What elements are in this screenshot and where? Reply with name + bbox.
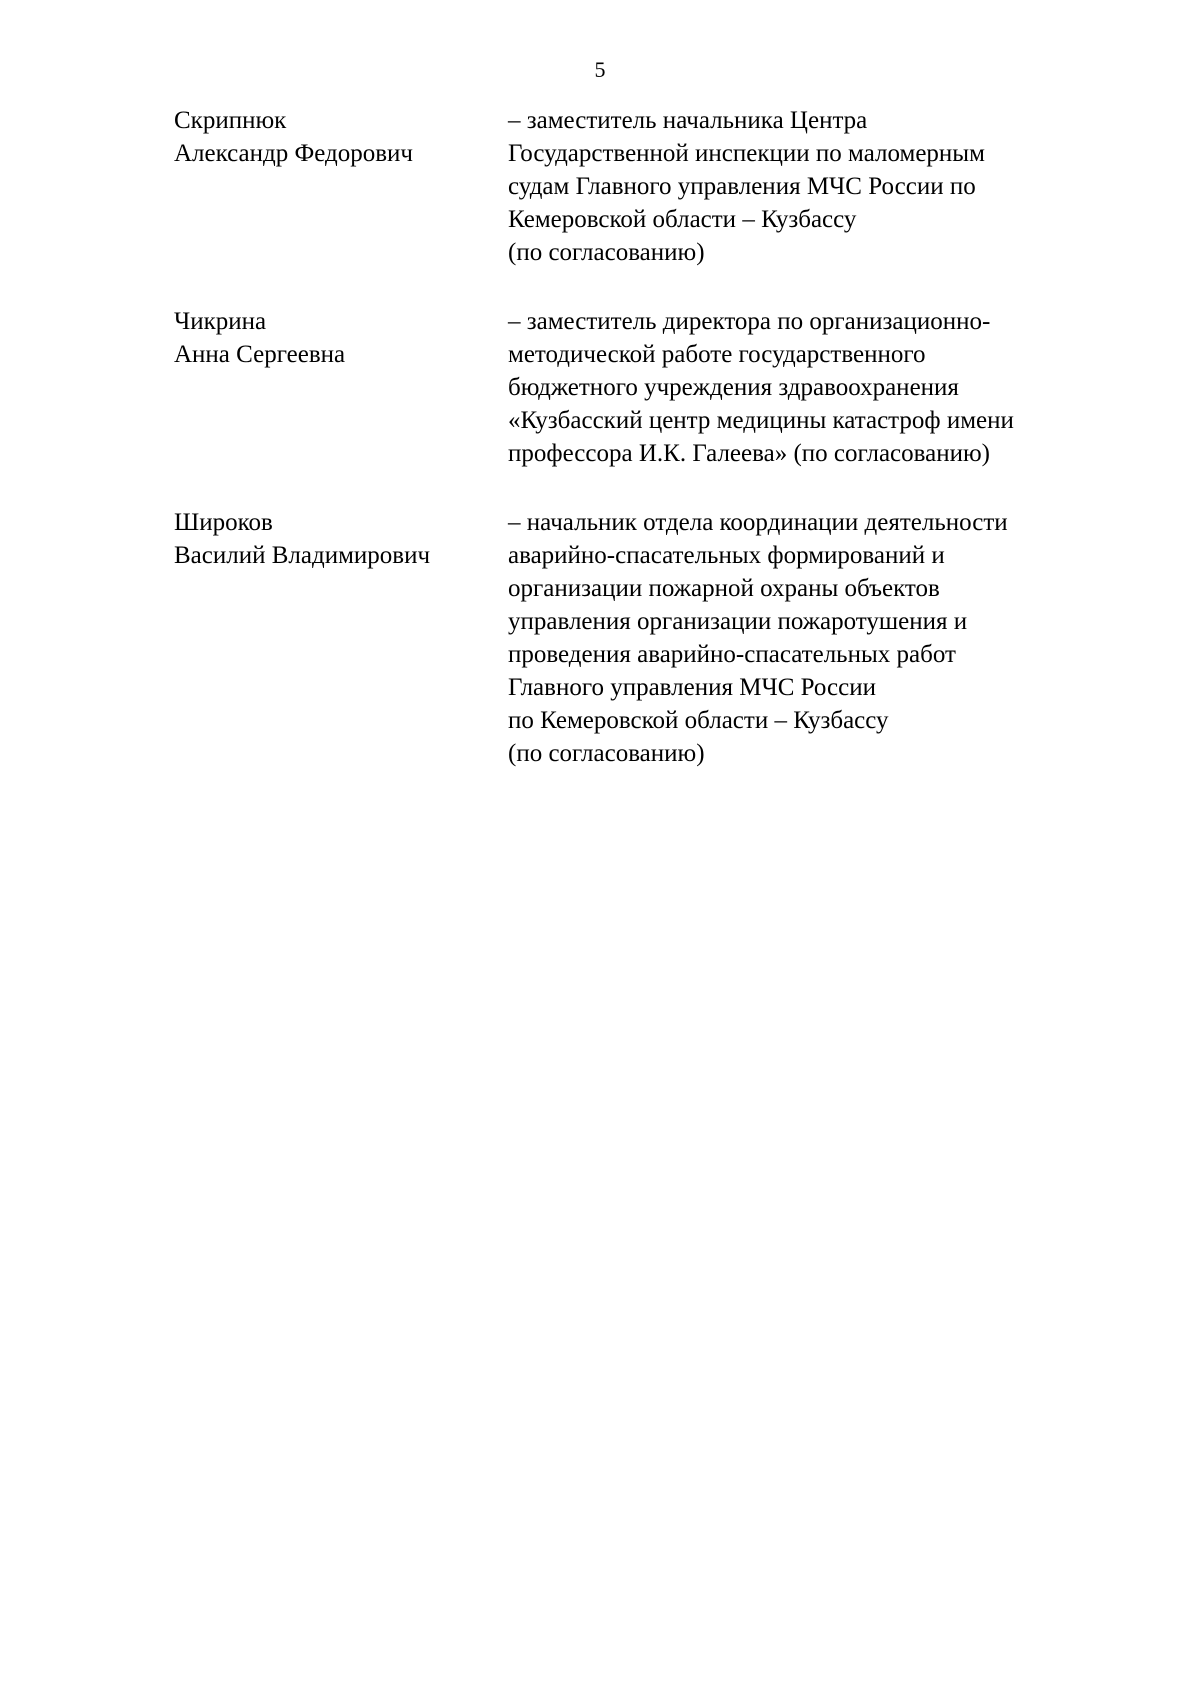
member-name [174, 506, 508, 770]
member-name [174, 104, 508, 269]
position-line: (по согласованию) [508, 239, 705, 266]
member-surname: Чикрина [174, 308, 267, 335]
position-line: Государственной инспекции по маломерным [508, 140, 985, 167]
member-name [174, 305, 508, 470]
position-line: по Кемеровской области – Кузбассу [508, 707, 889, 734]
position-line: – заместитель директора по организационно- [508, 308, 991, 335]
position-line: Кемеровской области – Кузбассу [508, 206, 857, 233]
position-line: аварийно-спасательных формирований и [508, 542, 945, 569]
position-line: методической работе государственного [508, 341, 926, 368]
members-list [174, 104, 1114, 806]
member-given-names: Анна Сергеевна [174, 341, 346, 368]
member-given-names: Александр Федорович [174, 140, 413, 167]
position-line: – заместитель начальника Центра [508, 107, 868, 134]
position-line: организации пожарной охраны объектов [508, 575, 940, 602]
member-given-names: Василий Владимирович [174, 542, 431, 569]
position-line: «Кузбасский центр медицины катастроф имени [508, 407, 1014, 434]
position-line: Главного управления МЧС России [508, 674, 876, 701]
member-surname: Скрипнюк [174, 107, 287, 134]
member-entry [174, 506, 1114, 770]
member-position [508, 506, 1114, 770]
position-line: бюджетного учреждения здравоохранения [508, 374, 959, 401]
member-surname: Широков [174, 509, 273, 536]
position-line: управления организации пожаротушения и [508, 608, 968, 635]
position-line: (по согласованию) [508, 740, 705, 767]
position-line: профессора И.К. Галеева» (по согласованию) [508, 440, 990, 467]
member-position [508, 305, 1114, 470]
member-entry [174, 104, 1114, 269]
position-line: судам Главного управления МЧС России по [508, 173, 976, 200]
position-line: – начальник отдела координации деятельности [508, 509, 1008, 536]
member-entry [174, 305, 1114, 470]
position-line: проведения аварийно-спасательных работ [508, 641, 956, 668]
page-number: 5 [594, 57, 606, 82]
member-position [508, 104, 1114, 269]
